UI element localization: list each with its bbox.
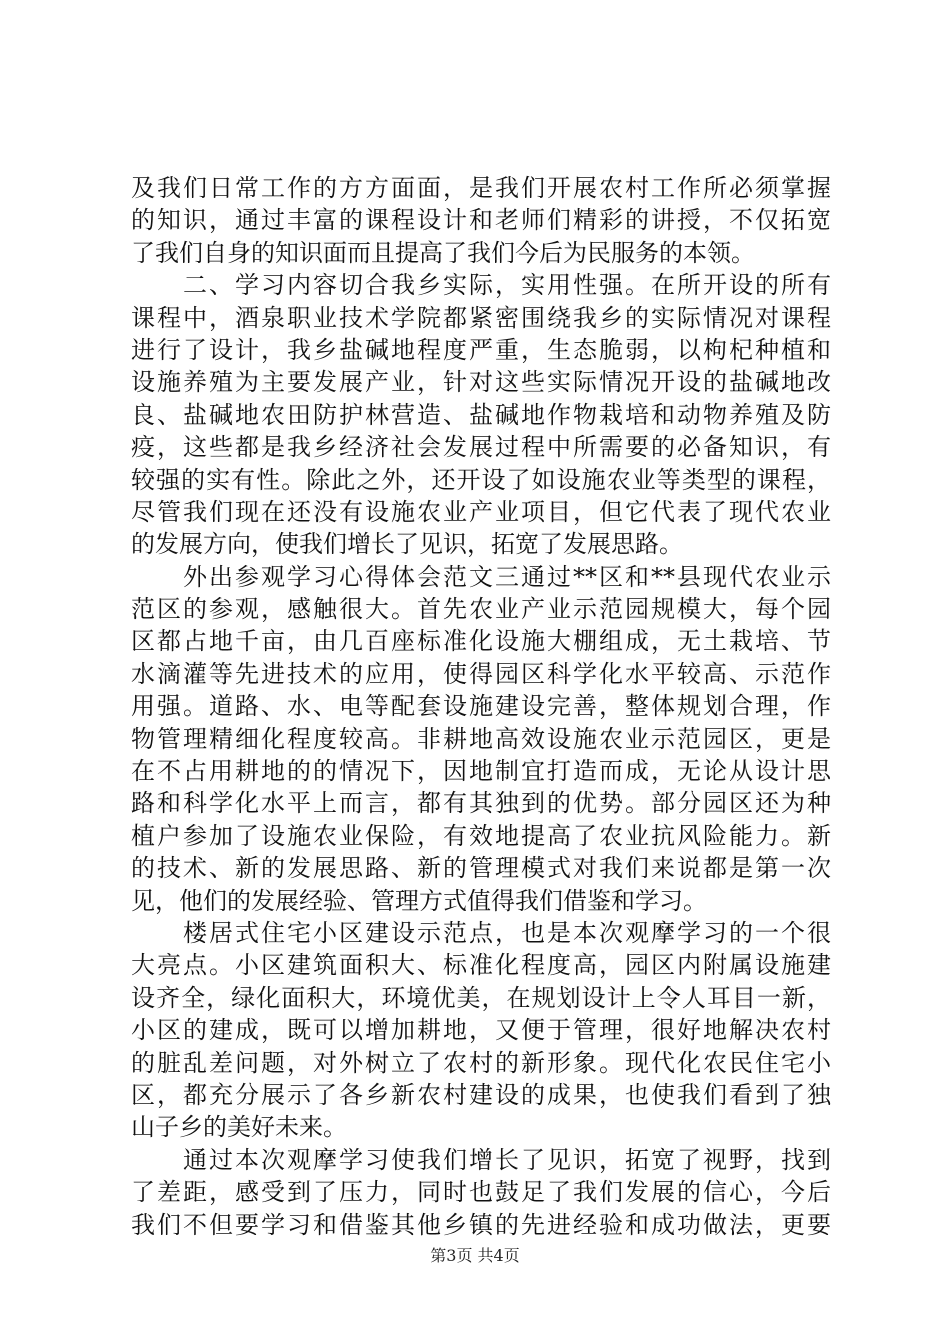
text-line: 的脏乱差问题，对外树立了农村的新形象。现代化农民住宅小 xyxy=(131,1048,831,1077)
text-line: 良、盐碱地农田防护林营造、盐碱地作物栽培和动物养殖及防 xyxy=(131,400,831,429)
text-line: 二、学习内容切合我乡实际，实用性强。在所开设的所有 xyxy=(131,271,831,300)
text-line: 范区的参观，感触很大。首先农业产业示范园规模大，每个园 xyxy=(131,595,831,624)
text-line: 的知识，通过丰富的课程设计和老师们精彩的讲授，不仅拓宽 xyxy=(131,206,831,235)
text-line: 的发展方向，使我们增长了见识，拓宽了发展思路。 xyxy=(131,530,683,559)
text-line: 我们不但要学习和借鉴其他乡镇的先进经验和成功做法，更要 xyxy=(131,1210,831,1239)
text-line: 用强。道路、水、电等配套设施建设完善，整体规划合理，作 xyxy=(131,692,831,721)
text-line: 的技术、新的发展思路、新的管理模式对我们来说都是第一次 xyxy=(131,854,831,883)
text-line: 大亮点。小区建筑面积大、标准化程度高，园区内附属设施建 xyxy=(131,951,831,980)
text-line: 水滴灌等先进技术的应用，使得园区科学化水平较高、示范作 xyxy=(131,659,831,688)
text-line: 区，都充分展示了各乡新农村建设的成果，也使我们看到了独 xyxy=(131,1080,831,1109)
document-body xyxy=(131,172,831,1241)
text-line: 及我们日常工作的方方面面，是我们开展农村工作所必须掌握 xyxy=(131,174,831,202)
text-line: 进行了设计，我乡盐碱地程度严重，生态脆弱，以枸杞种植和 xyxy=(131,335,831,364)
text-line: 楼居式住宅小区建设示范点，也是本次观摩学习的一个很 xyxy=(131,918,831,947)
text-line: 物管理精细化程度较高。非耕地高效设施农业示范园区，更是 xyxy=(131,724,831,753)
text-line: 在不占用耕地的的情况下，因地制宜打造而成，无论从设计思 xyxy=(131,757,831,786)
text-line: 疫，这些都是我乡经济社会发展过程中所需要的必备知识，有 xyxy=(131,433,831,462)
text-line: 外出参观学习心得体会范文三通过**区和**县现代农业示 xyxy=(131,562,831,591)
text-line: 课程中，酒泉职业技术学院都紧密围绕我乡的实际情况对课程 xyxy=(131,303,831,332)
text-line: 区都占地千亩，由几百座标准化设施大棚组成，无土栽培、节 xyxy=(131,627,831,656)
text-line: 设施养殖为主要发展产业，针对这些实际情况开设的盐碱地改 xyxy=(131,368,831,397)
text-line: 山子乡的美好未来。 xyxy=(131,1113,347,1142)
text-line: 路和科学化水平上而言，都有其独到的优势。部分园区还为种 xyxy=(131,789,831,818)
text-line: 植户参加了设施农业保险，有效地提高了农业抗风险能力。新 xyxy=(131,821,831,850)
text-line: 设齐全，绿化面积大，环境优美，在规划设计上令人耳目一新， xyxy=(131,983,831,1012)
text-line: 通过本次观摩学习使我们增长了见识，拓宽了视野，找到 xyxy=(131,1145,831,1174)
text-line: 较强的实有性。除此之外，还开设了如设施农业等类型的课程， xyxy=(131,465,831,494)
text-line: 尽管我们现在还没有设施农业产业项目，但它代表了现代农业 xyxy=(131,497,831,526)
text-line: 了差距，感受到了压力，同时也鼓足了我们发展的信心，今后 xyxy=(131,1178,831,1207)
text-line: 小区的建成，既可以增加耕地，又便于管理，很好地解决农村 xyxy=(131,1016,831,1045)
page-number-footer: 第3页 共4页 xyxy=(430,1246,520,1265)
text-line: 了我们自身的知识面而且提高了我们今后为民服务的本领。 xyxy=(131,238,755,267)
text-line: 见，他们的发展经验、管理方式值得我们借鉴和学习。 xyxy=(131,886,707,915)
